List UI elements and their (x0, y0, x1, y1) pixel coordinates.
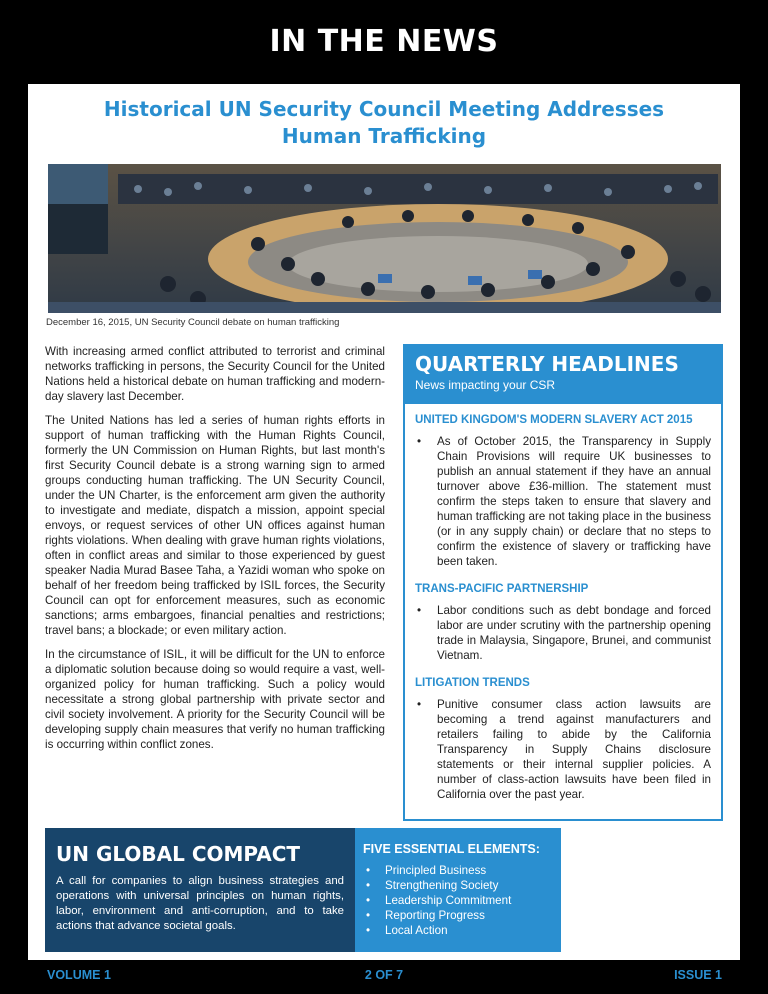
headline-item-text: As of October 2015, the Transparency in Supply Chain Provisions will require UK businesses to publish an annual statement if they have an annual turnover above £36-million. The statement must confirm the steps taken to ensure that slavery and human trafficking are not taking place in the business (or in any supply chain) or declare that no steps to confirm the existence of slavery or trafficking have been taken. (437, 435, 711, 568)
list-item-text: Local Action (385, 924, 448, 937)
headline-item-text: Punitive consumer class action lawsuits are becoming a trend against manufacturers and retailers failing to abide by the California Transparency in Supply Chains disclosure statements or their internal supplier policies. A number of class-action lawsuits have been filed in California over the past year. (437, 698, 711, 801)
quarterly-headlines-title: QUARTERLY HEADLINES (415, 352, 679, 376)
headline-item-text: Labor conditions such as debt bondage and forced labor are under scrutiny with the partnership opening trade in Malaysia, Singapore, Brunei, and communist Vietnam. (437, 604, 711, 662)
issue-label: ISSUE 1 (674, 968, 722, 982)
article-photo (48, 164, 721, 313)
bullet-icon: • (366, 909, 371, 922)
essential-elements-title: FIVE ESSENTIAL ELEMENTS: (363, 842, 540, 856)
list-item-text: Leadership Commitment (385, 894, 512, 907)
page-content (28, 84, 740, 960)
essential-elements-panel (355, 828, 561, 952)
headline-section-title: UNITED KINGDOM'S MODERN SLAVERY ACT 2015 (415, 414, 693, 426)
article-paragraph-1: With increasing armed conflict attributed to terrorist and criminal networks trafficking in persons, the Security Council for the United Nations held a historical debate on human trafficking and modern-day slavery last December. (45, 345, 385, 403)
photo-illustration (48, 164, 721, 313)
list-item (363, 893, 553, 908)
headline-section-title: TRANS-PACIFIC PARTNERSHIP (415, 583, 589, 595)
quarterly-headlines-subtitle: News impacting your CSR (415, 378, 556, 392)
article-paragraph-2: The United Nations has led a series of human rights efforts in support of human trafficking with the Human Rights Council, formerly the UN Commission on Human Rights, but last month's first Security Council debate is a strong warning sign to armed groups conducting human trafficking. The UN Security Council, under the UN Charter, is the enforcement arm given the authority to investigate and mediate, dispatch a mission, appoint special envoys, or request services of other UN offices against human rights violations. When dealing with grave human rights violations, often in conflict areas and similar to those experienced by guest speaker Nadia Murad Basee Taha, a Yazidi woman who spoke on behalf of her freedom being trafficked by ISIL forces, the Security Council can opt for enforcement measures, such as economic sanctions; arms embargoes, financial penalties and restrictions; travel bans; a blockade; or even military action. (45, 414, 385, 637)
volume-label: VOLUME 1 (47, 968, 111, 982)
section-title: IN THE NEWS (269, 24, 499, 59)
headline-item (415, 603, 711, 663)
quarterly-headlines-box (403, 344, 723, 821)
bullet-icon: • (366, 864, 371, 877)
list-item (363, 908, 553, 923)
bullet-icon: • (417, 698, 422, 711)
headline-line-1: Historical UN Security Council Meeting Addresses (103, 97, 665, 121)
top-banner (0, 0, 768, 84)
bullet-icon: • (366, 894, 371, 907)
bullet-icon: • (366, 924, 371, 937)
quarterly-headlines-body (405, 404, 721, 802)
bullet-icon: • (366, 879, 371, 892)
list-item-text: Reporting Progress (385, 909, 485, 922)
bullet-icon: • (417, 435, 422, 448)
list-item (363, 878, 553, 893)
headline-item (415, 434, 711, 569)
article-headline (28, 96, 740, 150)
list-item (363, 863, 553, 878)
list-item-text: Principled Business (385, 864, 487, 877)
headline-item (415, 697, 711, 802)
quarterly-headlines-header (405, 346, 721, 404)
bullet-icon: • (417, 604, 422, 617)
page-footer (0, 960, 768, 994)
article-paragraph-3: In the circumstance of ISIL, it will be difficult for the UN to enforce a diplomatic solution because doing so would require a vast, well-organized policy for human trafficking. Such a policy would necessitate a strong global partnership with private sector and civil society involvement. A priority for the Security Council will be developing supply chain measures that verify no human trafficking is occurring within conflict zones. (45, 648, 385, 751)
global-compact-description: A call for companies to align business strategies and operations with universal principles on human rights, labor, environment and anti-corruption, and to take actions that advance societal goals. (56, 875, 344, 932)
photo-caption: December 16, 2015, UN Security Council debate on human trafficking (46, 317, 340, 328)
headline-line-2: Human Trafficking (281, 124, 487, 148)
list-item-text: Strengthening Society (385, 879, 499, 892)
page-number: 2 OF 7 (364, 968, 404, 982)
list-item (363, 923, 553, 938)
global-compact-panel (45, 828, 355, 952)
headline-section-title: LITIGATION TRENDS (415, 677, 530, 689)
article-body (45, 344, 385, 761)
global-compact-title: UN GLOBAL COMPACT (56, 842, 301, 866)
